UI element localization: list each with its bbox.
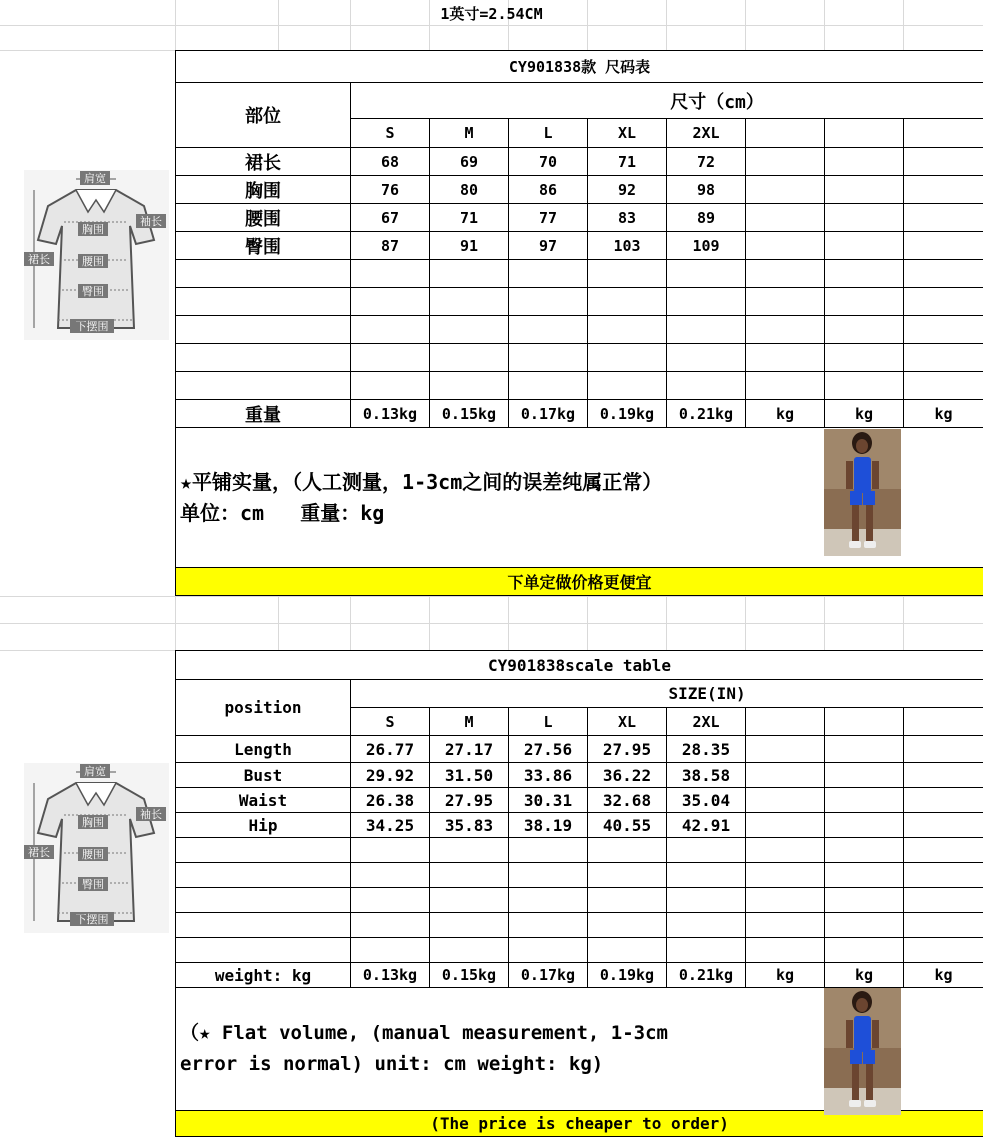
- size-header-l: L: [509, 119, 588, 148]
- cell-value: 103: [588, 232, 667, 260]
- order-banner: (The price is cheaper to order): [176, 1111, 983, 1137]
- sleeve-label: 袖长: [140, 808, 162, 821]
- weight-value: 0.17kg: [509, 963, 588, 988]
- length-label: 裙长: [28, 253, 50, 266]
- note-line-2: 单位：cm 重量：kg: [180, 500, 385, 525]
- cell-value: 27.56: [509, 736, 588, 763]
- cell-value: 40.55: [588, 813, 667, 838]
- cell-value: 32.68: [588, 788, 667, 813]
- weight-label: weight: kg: [176, 963, 351, 988]
- table-row: [176, 148, 983, 176]
- chest-label: 胸围: [82, 223, 104, 236]
- cell-value: 87: [351, 232, 430, 260]
- row-label: 裙长: [176, 148, 351, 176]
- cell-value: 33.86: [509, 763, 588, 788]
- cell-value: 71: [430, 204, 509, 232]
- row-label: 胸围: [176, 176, 351, 204]
- table-row: [176, 204, 983, 232]
- cell-value: 76: [351, 176, 430, 204]
- cell-value: 42.91: [667, 813, 746, 838]
- size-header-xl: XL: [588, 119, 667, 148]
- cell-value: 30.31: [509, 788, 588, 813]
- row-label: 腰围: [176, 204, 351, 232]
- hip-label: 臀围: [82, 878, 104, 891]
- note-line-1: （★ Flat volume, (manual measurement, 1-3cm: [180, 1022, 668, 1044]
- cell-value: 89: [667, 204, 746, 232]
- weight-value: kg: [746, 400, 825, 428]
- weight-value: kg: [746, 963, 825, 988]
- weight-row: [176, 963, 983, 988]
- table-row: [176, 176, 983, 204]
- row-label: Waist: [176, 788, 351, 813]
- row-label: Length: [176, 736, 351, 763]
- size-header-l: L: [509, 708, 588, 736]
- cell-value: 29.92: [351, 763, 430, 788]
- weight-label: 重量: [176, 400, 351, 428]
- weight-row: [176, 400, 983, 428]
- cell-value: 35.04: [667, 788, 746, 813]
- row-label: Bust: [176, 763, 351, 788]
- cell-value: 91: [430, 232, 509, 260]
- cell-value: 67: [351, 204, 430, 232]
- cell-value: 27.17: [430, 736, 509, 763]
- product-photo: [824, 988, 901, 1115]
- size-header-s: S: [351, 119, 430, 148]
- waist-label: 腰围: [82, 848, 104, 861]
- cell-value: 70: [509, 148, 588, 176]
- cell-value: 83: [588, 204, 667, 232]
- sleeve-label: 袖长: [140, 215, 162, 228]
- cell-value: 38.19: [509, 813, 588, 838]
- weight-value: kg: [904, 400, 983, 428]
- cell-value: 68: [351, 148, 430, 176]
- weight-value: 0.19kg: [588, 400, 667, 428]
- cell-value: 80: [430, 176, 509, 204]
- row-label: Hip: [176, 813, 351, 838]
- cell-value: 69: [430, 148, 509, 176]
- unit-header: SIZE(IN): [351, 680, 983, 708]
- hem-label: 下摆围: [75, 320, 109, 333]
- cell-value: 72: [667, 148, 746, 176]
- table-row: [176, 232, 983, 260]
- order-banner: 下单定做价格更便宜: [176, 568, 983, 596]
- table-row: [176, 763, 983, 788]
- table-row: [176, 788, 983, 813]
- shoulder-label: 肩宽: [84, 765, 106, 778]
- table-row: [176, 736, 983, 763]
- row-label: 臀围: [176, 232, 351, 260]
- length-label: 裙长: [28, 846, 50, 859]
- page-title: 1英寸=2.54CM: [440, 5, 543, 23]
- size-header-m: M: [430, 119, 509, 148]
- cell-value: 71: [588, 148, 667, 176]
- table-title: CY901838scale table: [176, 651, 983, 680]
- hem-label: 下摆围: [75, 913, 109, 926]
- weight-value: kg: [825, 400, 904, 428]
- size-header-2xl: 2XL: [667, 708, 746, 736]
- waist-label: 腰围: [82, 255, 104, 268]
- cell-value: 27.95: [588, 736, 667, 763]
- chest-label: 胸围: [82, 816, 104, 829]
- cell-value: 35.83: [430, 813, 509, 838]
- weight-value: 0.15kg: [430, 400, 509, 428]
- unit-header: 尺寸（cm）: [351, 83, 983, 119]
- size-header-2xl: 2XL: [667, 119, 746, 148]
- weight-value: 0.13kg: [351, 963, 430, 988]
- weight-value: 0.19kg: [588, 963, 667, 988]
- cell-value: 26.38: [351, 788, 430, 813]
- cell-value: 36.22: [588, 763, 667, 788]
- cell-value: 109: [667, 232, 746, 260]
- cell-value: 26.77: [351, 736, 430, 763]
- weight-value: 0.13kg: [351, 400, 430, 428]
- weight-value: 0.15kg: [430, 963, 509, 988]
- cell-value: 92: [588, 176, 667, 204]
- cell-value: 34.25: [351, 813, 430, 838]
- size-header-s: S: [351, 708, 430, 736]
- cell-value: 27.95: [430, 788, 509, 813]
- weight-value: 0.17kg: [509, 400, 588, 428]
- size-header-m: M: [430, 708, 509, 736]
- weight-value: 0.21kg: [667, 963, 746, 988]
- position-header: 部位: [176, 83, 351, 148]
- weight-value: 0.21kg: [667, 400, 746, 428]
- dress-measurement-diagram: [24, 170, 169, 340]
- cell-value: 97: [509, 232, 588, 260]
- position-header: position: [176, 680, 351, 736]
- cell-value: 98: [667, 176, 746, 204]
- product-photo: [824, 429, 901, 556]
- hip-label: 臀围: [82, 285, 104, 298]
- weight-value: kg: [904, 963, 983, 988]
- weight-value: kg: [825, 963, 904, 988]
- cell-value: 28.35: [667, 736, 746, 763]
- table-row: [176, 813, 983, 838]
- cell-value: 31.50: [430, 763, 509, 788]
- size-header-xl: XL: [588, 708, 667, 736]
- note-line-2: error is normal) unit: cm weight: kg): [180, 1053, 604, 1075]
- shoulder-label: 肩宽: [84, 172, 106, 185]
- note-line-1: ★平铺实量，（人工测量，1-3cm之间的误差纯属正常）: [180, 469, 663, 494]
- table-title: CY901838款 尺码表: [176, 51, 983, 83]
- cell-value: 86: [509, 176, 588, 204]
- dress-measurement-diagram: [24, 763, 169, 933]
- cell-value: 38.58: [667, 763, 746, 788]
- cell-value: 77: [509, 204, 588, 232]
